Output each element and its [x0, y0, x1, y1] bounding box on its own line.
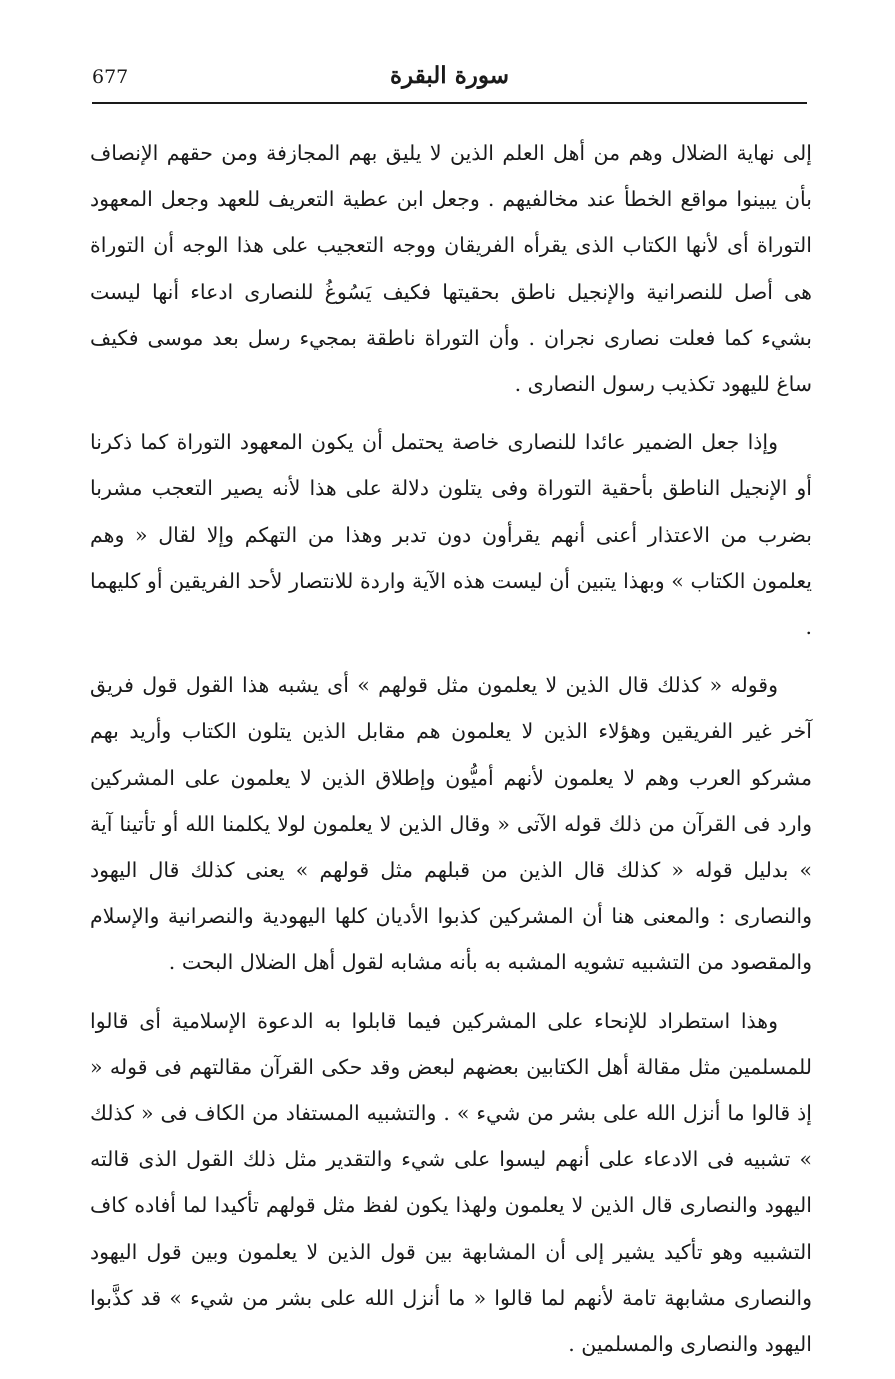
surah-title: سورة البقرة — [389, 62, 510, 89]
paragraph-1: إلى نهاية الضلال وهم من أهل العلم الذين لا يليق بهم المجازفة ومن حقهم الإنصاف بأن يبينوا مواقع الخطأ عند مخالفيهم . وجعل ابن عطية التعريف للعهد وجعل المعهود التوراة أى لأنها الكتاب الذى يقرأه الفريقان ووجه التعجيب على هذا الوجه أن التوراة هى أصل للنصرانية والإنجيل ناطق بحقيتها فكيف يَسُوغُ للنصارى ادعاء أنها ليست بشيء كما فعلت نصارى نجران . وأن التوراة ناطقة بمجيء رسل بعد موسى فكيف ساغ لليهود تكذيب رسول النصارى . — [90, 141, 812, 397]
page-number: 677 — [92, 66, 129, 88]
paragraph-4: وهذا استطراد للإنحاء على المشركين فيما قابلوا به الدعوة الإسلامية أى قالوا للمسلمين مثل مقالة أهل الكتابين بعضهم لبعض وقد حكى القرآن مقالتهم فى قوله « إذ قالوا ما أنزل الله على بشر من شيء » . والتشبيه المستفاد من الكاف فى « كذلك » تشبيه فى الادعاء على أنهم ليسوا على شيء والتقدير مثل ذلك القول الذى قالته اليهود والنصارى قال الذين لا يعلمون ولهذا يكون لفظ مثل قولهم تأكيدا لما أفاده كاف التشبيه وهو تأكيد يشير إلى أن المشابهة بين قول الذين لا يعلمون وبين قول اليهود والنصارى مشابهة تامة لأنهم لما قالوا « ما أنزل الله على بشر من شيء » قد كذَّبوا اليهود والنصارى والمسلمين . — [90, 1008, 812, 1357]
paragraph-2: وإذا جعل الضمير عائدا للنصارى خاصة يحتمل أن يكون المعهود التوراة كما ذكرنا أو الإنجيل الناطق بأحقية التوراة وفى يتلون دلالة على هذا لأنه يصير التعجب مشربا بضرب من الاعتذار أعنى أنهم يقرأون دون تدبر وهذا من التهكم وإلا لقال « وهم يعلمون الكتاب » وبهذا يتبين أن ليست هذه الآية واردة للانتصار لأحد الفريقين أو كليهما . — [90, 430, 812, 640]
page-header — [92, 58, 807, 104]
body-text — [90, 130, 812, 1379]
paragraph-3: وقوله « كذلك قال الذين لا يعلمون مثل قولهم » أى يشبه هذا القول قول فريق آخر غير الفريقين وهؤلاء الذين لا يعلمون هم مقابل الذين يتلون الكتاب وأريد بهم مشركو العرب وهم لا يعلمون لأنهم أميُّون وإطلاق الذين لا يعلمون على المشركين وارد فى القرآن من ذلك قوله الآتى « وقال الذين لا يعلمون لولا يكلمنا الله أو تأتينا آية » بدليل قوله « كذلك قال الذين من قبلهم مثل قولهم » يعنى كذلك قال اليهود والنصارى : والمعنى هنا أن المشركين كذبوا الأديان كلها اليهودية والنصرانية والإسلام والمقصود من التشبيه تشويه المشبه به بأنه مشابه لقول أهل الضلال البحت . — [90, 673, 812, 975]
